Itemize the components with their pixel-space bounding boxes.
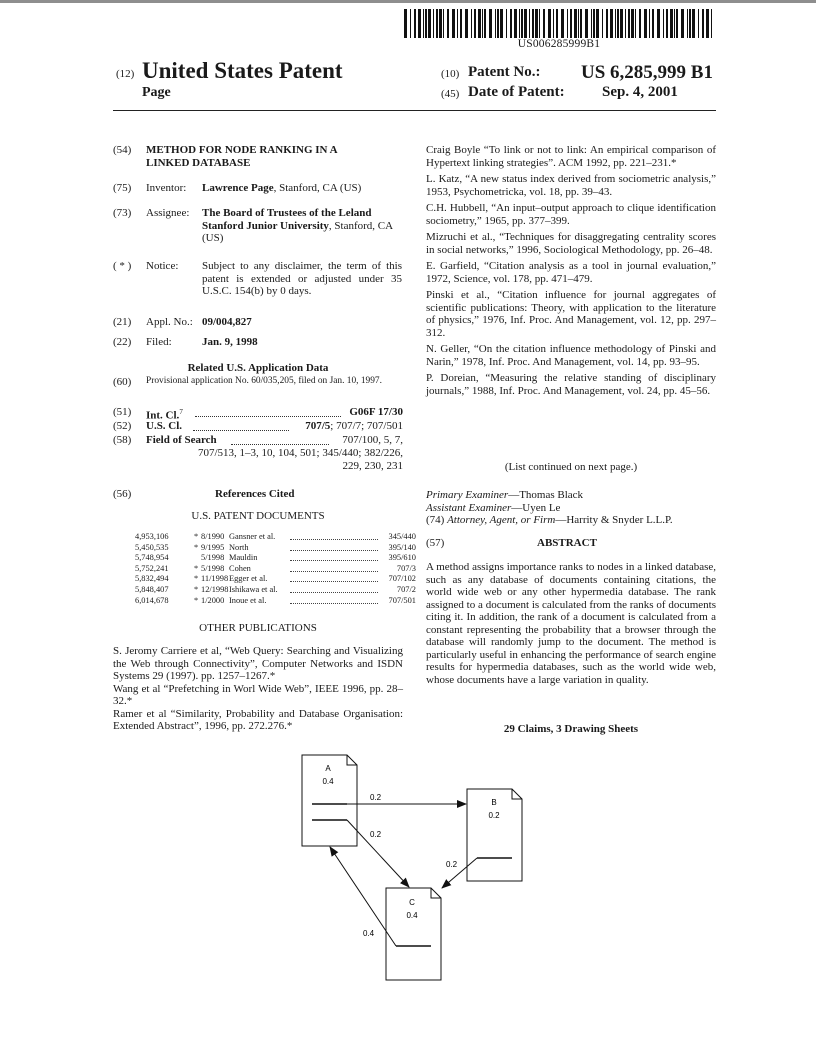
barcode-stripe (617, 9, 619, 38)
barcode-stripe (510, 9, 512, 38)
patent-inventor: Gansner et al. (229, 532, 276, 541)
inventor-code: (75) (113, 182, 132, 194)
code-10: (10) (441, 68, 460, 80)
patent-cls: 707/2 (396, 585, 416, 594)
assignee-name: The Board of Trustees of the Leland Stanford Junior University (202, 207, 372, 232)
barcode-stripe (457, 9, 458, 38)
node-b-label: B (491, 798, 497, 807)
publication-entry: Pinski et al., “Citation influence for journal aggregates of scientific publications: Theory, with application to the literature of physics,” 1976, Inf. Proc. And Management, vol. 12, pp. 297–312. (426, 289, 716, 339)
barcode-stripe (489, 9, 492, 38)
intcl-code: (51) (113, 406, 132, 418)
primary-examiner-label: Primary Examiner (426, 489, 509, 501)
assignee-location: , Stanford, CA (US) (202, 219, 393, 244)
patent-star: * (194, 574, 199, 584)
barcode-stripe (670, 9, 673, 38)
patent-inventor: Ishikawa et al. (229, 585, 278, 594)
publication-entry: C.H. Hubbell, “An input–output approach to clique identification sociometry,” 1965, pp. 377–399. (426, 202, 716, 227)
publication-entry: L. Katz, “A new status index derived from sociometric analysis,” 1953, Psychometricka, vol. 18, pp. 39–43. (426, 173, 716, 198)
notice-text: Subject to any disclaimer, the term of this patent is extended or adjusted under 35 U.S.C. 154(b) by 0 days. (202, 260, 402, 297)
barcode-stripe (649, 9, 650, 38)
barcode-stripe (610, 9, 613, 38)
link-graph-figure (290, 748, 540, 988)
publication-entry: N. Geller, “On the citation influence methodology of Pinski and Narin,” 1978, Inf. Proc. And Management, vol. 14, pp. 93–95. (426, 343, 716, 368)
patent-cls: 395/610 (388, 553, 416, 563)
barcode-stripe (711, 9, 712, 38)
patent-cls: 707/3 (396, 563, 416, 573)
barcode-stripe (447, 9, 449, 38)
barcode-stripe (539, 9, 540, 38)
barcode-stripe (702, 9, 704, 38)
attorney-code: (74) (426, 514, 445, 526)
appl-number: 09/004,827 (202, 316, 252, 328)
fos-line2: 707/513, 1–3, 10, 104, 501; 345/440; 382/226, (197, 447, 403, 459)
barcode-stripe (628, 9, 630, 38)
assignee-code: (73) (113, 207, 132, 219)
patent-number: 6,014,678 (135, 595, 169, 605)
patent-date: 12/1998 (201, 585, 229, 594)
barcode-stripe (681, 9, 684, 38)
barcode-stripe (500, 9, 503, 38)
patent-number: 5,752,241 (135, 563, 169, 573)
patent-reference-row (135, 543, 416, 553)
title-code: (54) (113, 144, 132, 156)
barcode-stripe (663, 9, 664, 38)
assistant-examiner-name: —Uyen Le (511, 501, 561, 514)
primary-examiner-name: —Thomas Black (508, 489, 584, 501)
barcode-stripe (484, 9, 486, 38)
patent-date: Sep. 4, 2001 (602, 84, 678, 100)
barcode-number: US006285999B1 (517, 38, 601, 50)
invention-title: METHOD FOR NODE RANKING IN A LINKED DATABASE (146, 144, 337, 169)
barcode-stripe (652, 9, 654, 38)
filed-date: Jan. 9, 1998 (202, 336, 258, 348)
barcode-stripe (414, 9, 416, 38)
patent-inventor: Inoue et al. (229, 595, 267, 605)
barcode-stripe (425, 9, 427, 38)
intcl-label: Int. Cl. (146, 409, 180, 422)
dot-leader (290, 585, 378, 593)
patent-star: * (194, 532, 199, 541)
header-divider (113, 110, 716, 111)
inventor-short-name: Page (142, 85, 171, 100)
patent-star: * (194, 585, 199, 594)
patent-number: US 6,285,999 B1 (581, 62, 713, 83)
barcode-stripe (514, 9, 517, 38)
abstract-heading: ABSTRACT (537, 537, 597, 549)
patent-star: * (194, 595, 199, 605)
uscl-main: 707/5 (305, 420, 331, 432)
fos-line1: 707/100, 5, 7, (342, 434, 403, 446)
patent-date: 5/1998 (201, 553, 225, 563)
fos-label: Field of Search (146, 434, 217, 446)
barcode-stripe (639, 9, 641, 38)
barcode-stripe (674, 9, 675, 38)
barcode-stripe (543, 9, 545, 38)
patent-inventor: Egger et al. (229, 574, 268, 584)
barcode-stripe (635, 9, 636, 38)
barcode-stripe (497, 9, 499, 38)
barcode-stripe (606, 9, 608, 38)
uscl-rest: ; 707/7; 707/501 (330, 420, 403, 432)
uscl-code: (52) (113, 420, 132, 432)
patent-reference-row (135, 553, 416, 563)
barcode-stripe (524, 9, 527, 38)
barcode-stripe (625, 9, 626, 38)
barcode-stripe (578, 9, 579, 38)
references-heading: References Cited (215, 488, 295, 500)
publication-entry: S. Jeromy Carriere et al, “Web Query: Searching and Visualizing the Web through Connectivity”, Computer Networks and ISDN Systems 29 (1997). pp. 1257–1267.* (113, 645, 403, 682)
attorney-name: —Harrity & Snyder L.L.P. (555, 514, 673, 526)
barcode-stripe (418, 9, 421, 38)
list-continued-note: (List continued on next page.) (504, 461, 638, 473)
barcode-stripe (687, 9, 688, 38)
related-heading: Related U.S. Application Data (187, 362, 329, 374)
barcode-stripe (482, 9, 483, 38)
claims-summary: 29 Claims, 3 Drawing Sheets (503, 723, 639, 735)
other-publications-right (426, 144, 716, 401)
fos-code: (58) (113, 434, 132, 446)
patent-date: 9/1995 (201, 542, 225, 552)
appl-label: Appl. No.: (146, 316, 193, 328)
barcode-stripe (532, 9, 534, 38)
us-patent-docs-heading: U.S. PATENT DOCUMENTS (191, 510, 325, 522)
edge-a-c-weight: 0.2 (370, 830, 382, 839)
date-label: Date of Patent: (468, 84, 565, 100)
publication-entry: P. Doreian, “Measuring the relative standing of disciplinary journals,” 1988, Inf. Proc. And Management, vol. 24, pp. 45–56. (426, 372, 716, 397)
abstract-text: A method assigns importance ranks to nodes in a linked database, such as any database of documents containing citations, the world wide web or any other hypermedia database. The rank assigned to a document is calculated from the ranks of documents citing it. In addition, the rank of a document is calculated from a constant representing the probability that a browser through the database will randomly jump to the document. The method is particularly useful in enhancing the performance of search engine results for hypermedia databases, such as the world wide web, whose documents have a large variation in quality. (426, 561, 716, 686)
patent-date: 8/1990 (201, 532, 225, 541)
publication-entry: Ramer et al “Similarity, Probability and Database Organisation: Extended Abstract”, 1996, pp. 272.276.* (113, 707, 403, 732)
barcode-stripe (580, 9, 582, 38)
code-12: (12) (116, 68, 135, 80)
assignee-label: Assignee: (146, 207, 190, 219)
uscl-label: U.S. Cl. (146, 420, 183, 432)
dot-leader (290, 532, 378, 540)
barcode-stripe (535, 9, 538, 38)
barcode-stripe (519, 9, 520, 38)
patent-reference-row (135, 596, 416, 606)
inventor-label: Inventor: (146, 182, 187, 194)
patent-reference-row (135, 532, 416, 542)
barcode-stripe (474, 9, 476, 38)
patent-star: * (194, 563, 199, 573)
node-c (386, 888, 441, 980)
publication-entry: Craig Boyle “To link or not to link: An empirical comparison of Hypertext linking strategies”. ACM 1992, pp. 221–231.* (426, 144, 716, 169)
barcode-stripe (529, 9, 530, 38)
intcl-value: G06F 17/30 (349, 406, 403, 418)
patent-reference-row (135, 585, 416, 595)
code-45: (45) (441, 88, 460, 100)
node-c-rank: 0.4 (406, 911, 418, 920)
publication-entry: E. Garfield, “Citation analysis as a tool in journal evaluation,” 1972, Science, vol. 178, pp. 471–479. (426, 260, 716, 285)
barcode (404, 9, 714, 38)
filed-label: Filed: (146, 336, 172, 348)
patent-cls: 345/440 (388, 532, 416, 541)
barcode-stripe (596, 9, 599, 38)
barcode-stripe (666, 9, 668, 38)
barcode-stripe (644, 9, 647, 38)
patent-no-label: Patent No.: (468, 64, 541, 80)
node-b (467, 789, 522, 881)
filed-code: (22) (113, 336, 132, 348)
patent-reference-row (135, 574, 416, 584)
patent-date: 1/2000 (201, 595, 225, 605)
barcode-stripe (439, 9, 442, 38)
node-a-rank: 0.4 (322, 777, 334, 786)
barcode-stripe (706, 9, 709, 38)
abstract-code: (57) (426, 537, 445, 549)
patent-number: 4,953,106 (135, 532, 169, 541)
other-publications-heading: OTHER PUBLICATIONS (199, 622, 317, 634)
dot-leader (290, 564, 378, 572)
barcode-stripe (410, 9, 411, 38)
inventor-location: , Stanford, CA (US) (273, 182, 362, 194)
node-a (302, 755, 357, 846)
patent-date: 11/1998 (201, 574, 229, 584)
patent-cls: 707/102 (388, 574, 416, 584)
top-border (0, 0, 816, 3)
barcode-stripe (631, 9, 634, 38)
node-b-rank: 0.2 (488, 811, 500, 820)
barcode-stripe (698, 9, 699, 38)
barcode-stripe (460, 9, 462, 38)
intcl-sup: 7 (179, 408, 183, 416)
barcode-stripe (620, 9, 623, 38)
barcode-stripe (574, 9, 577, 38)
barcode-stripe (591, 9, 592, 38)
patent-inventor: North (229, 542, 249, 552)
barcode-stripe (443, 9, 444, 38)
barcode-stripe (548, 9, 551, 38)
fos-line3: 229, 230, 231 (342, 460, 403, 472)
patent-cls: 707/501 (388, 595, 416, 605)
barcode-stripe (602, 9, 603, 38)
patent-number: 5,748,954 (135, 553, 169, 563)
barcode-stripe (471, 9, 472, 38)
barcode-stripe (676, 9, 678, 38)
examiners (426, 489, 716, 527)
publication-entry: Wang et al “Prefetching in Worl Wide Web”, IEEE 1996, pp. 28–32.* (113, 682, 403, 707)
notice-label: Notice: (146, 260, 179, 272)
patent-reference-list (113, 532, 416, 612)
barcode-stripe (556, 9, 558, 38)
patent-inventor: Cohen (229, 563, 251, 573)
barcode-stripe (478, 9, 481, 38)
refs-code: (56) (113, 488, 132, 500)
attorney-label: Attorney, Agent, or Firm (447, 514, 556, 526)
barcode-stripe (465, 9, 468, 38)
inventor-name: Lawrence Page (202, 182, 274, 194)
appl-code: (21) (113, 316, 132, 328)
barcode-stripe (404, 9, 407, 38)
node-a-label: A (325, 764, 331, 773)
edge-a-b-weight: 0.2 (370, 793, 382, 802)
barcode-stripe (692, 9, 695, 38)
barcode-stripe (433, 9, 434, 38)
barcode-stripe (495, 9, 496, 38)
publication-entry: Mizruchi et al., “Techniques for disaggregating centrality scores in social networks,” 1996, Sociological Methodology, pp. 26–48. (426, 231, 716, 256)
dot-leader (290, 553, 378, 561)
barcode-stripe (689, 9, 691, 38)
barcode-stripe (436, 9, 438, 38)
patent-star: * (194, 542, 199, 552)
barcode-stripe (521, 9, 523, 38)
prov-code: (60) (113, 376, 132, 388)
patent-country-title: United States Patent (142, 58, 343, 83)
dot-leader (290, 543, 378, 551)
provisional-text: Provisional application No. 60/035,205, filed on Jan. 10, 1997. (146, 376, 382, 386)
assistant-examiner-label: Assistant Examiner (426, 501, 512, 514)
barcode-stripe (423, 9, 424, 38)
barcode-stripe (615, 9, 616, 38)
notice-code: ( * ) (113, 260, 132, 272)
patent-number: 5,450,535 (135, 542, 169, 552)
patent-reference-row (135, 564, 416, 574)
edge-c-a-weight: 0.4 (363, 929, 375, 938)
barcode-stripe (553, 9, 554, 38)
barcode-stripe (657, 9, 660, 38)
dot-leader (290, 574, 378, 582)
barcode-stripe (452, 9, 455, 38)
barcode-stripe (567, 9, 568, 38)
patent-cls: 395/140 (388, 542, 416, 552)
node-c-label: C (409, 898, 415, 907)
barcode-stripe (506, 9, 507, 38)
barcode-stripe (428, 9, 431, 38)
barcode-stripe (593, 9, 595, 38)
edge-b-c-weight: 0.2 (446, 860, 458, 869)
patent-date: 5/1998 (201, 563, 225, 573)
barcode-stripe (570, 9, 572, 38)
dot-leader (290, 596, 378, 604)
patent-inventor: Mauldin (229, 553, 258, 563)
patent-number: 5,832,494 (135, 574, 169, 584)
other-publications-left (113, 645, 403, 733)
barcode-stripe (561, 9, 564, 38)
barcode-stripe (585, 9, 588, 38)
patent-number: 5,848,407 (135, 585, 169, 594)
